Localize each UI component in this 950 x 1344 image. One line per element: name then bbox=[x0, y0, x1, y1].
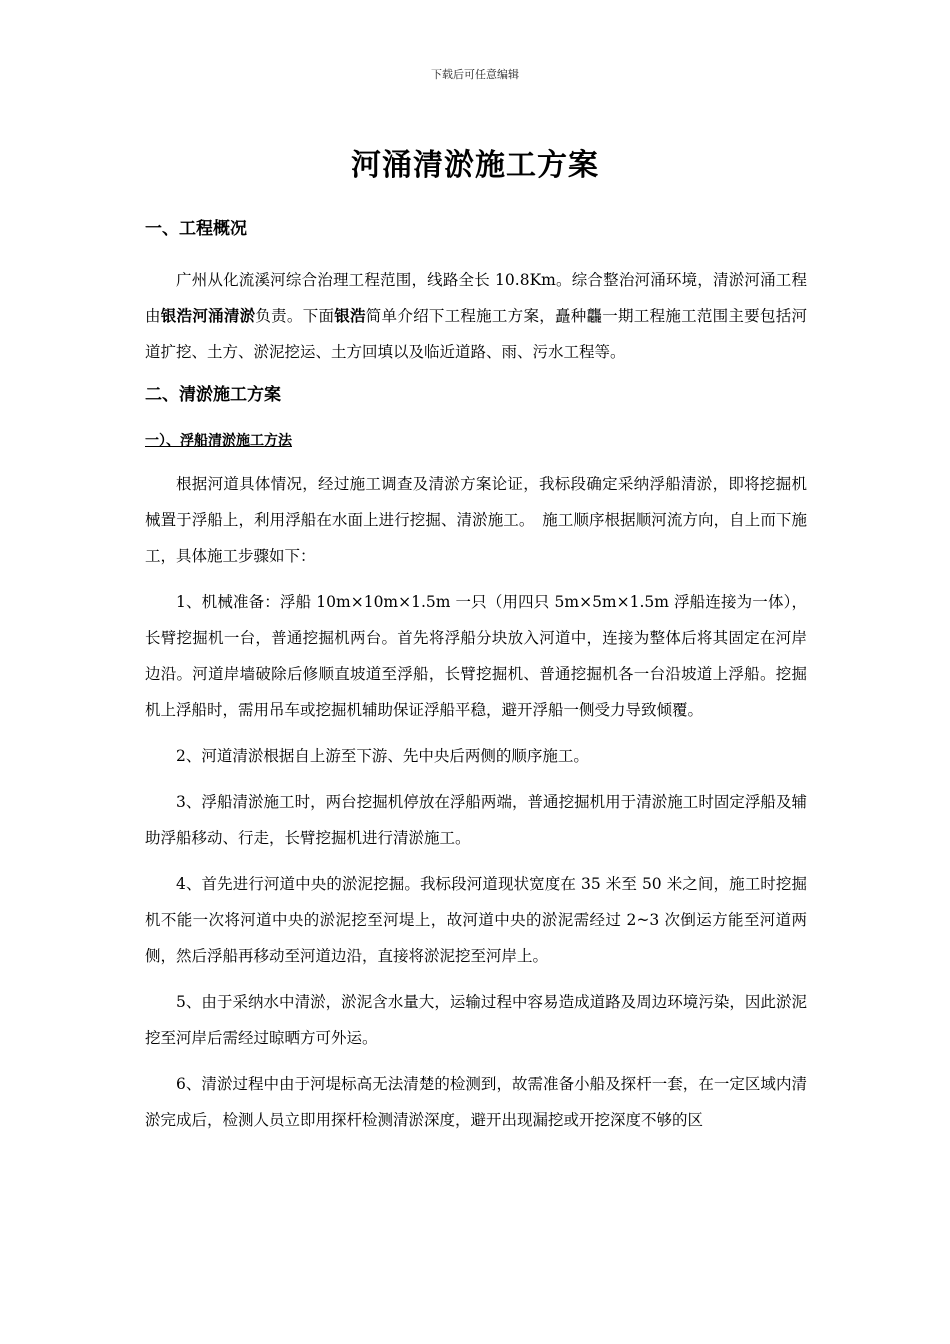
paragraph-intro: 根据河道具体情况，经过施工调查及清淤方案论证，我标段确定采纳浮船清淤，即将挖掘机械置于浮船上，利用浮船在水面上进行挖掘、清淤施工。 施工顺序根据顺河流方向，自上而下施工，具体施工步骤如下： bbox=[145, 475, 807, 565]
section-heading-overview: 一、工程概况 bbox=[145, 219, 247, 239]
text-run: 广州从化流溪河综合治理工程范围，线路全长 10.8Km。综合整治河涌环境，清淤河涌工程由 bbox=[145, 271, 807, 325]
paragraph-step-4: 4、首先进行河道中央的淤泥挖掘。我标段河道现状宽度在 35 米至 50 米之间，施工时挖掘机不能一次将河道中央的淤泥挖至河堤上，故河道中央的淤泥需经过 2~3 次倒运方能至河道两侧，然后浮船再移动至河道边沿，直接将淤泥挖至河岸上。 bbox=[145, 875, 807, 965]
paragraph-step-6: 6、清淤过程中由于河堤标高无法清楚的检测到，故需准备小船及探杆一套，在一定区域内清淤完成后，检测人员立即用探杆检测清淤深度，避开出现漏挖或开挖深度不够的区 bbox=[145, 1075, 807, 1129]
paragraph-step-1: 1、机械准备：浮船 10m×10m×1.5m 一只（用四只 5m×5m×1.5m 浮船连接为一体），长臂挖掘机一台，普通挖掘机两台。首先将浮船分块放入河道中，连接为整体后将其固定在河岸边沿。河道岸墙破除后修顺直坡道至浮船，长臂挖掘机、普通挖掘机各一台沿坡道上浮船。挖掘机上浮船时，需用吊车或挖掘机辅助保证浮船平稳，避开浮船一侧受力导致倾覆。 bbox=[145, 593, 807, 719]
document-body bbox=[145, 214, 807, 1148]
header-note: 下载后可任意编辑 bbox=[431, 68, 519, 81]
bold-run: 银浩 bbox=[334, 307, 366, 325]
paragraph-step-2: 2、河道清淤根据自上游至下游、先中央后两侧的顺序施工。 bbox=[176, 747, 589, 765]
paragraph-step-5: 5、由于采纳水中清淤，淤泥含水量大，运输过程中容易造成道路及周边环境污染，因此淤泥挖至河岸后需经过晾晒方可外运。 bbox=[145, 993, 807, 1047]
text-run: 简单介绍下工程施工方案，矗种龘一期工程施工范围主要包括河道扩挖、土方、淤泥挖运、土方回填以及临近道路、雨、污水工程等。 bbox=[145, 307, 807, 361]
paragraph-overview bbox=[145, 262, 807, 370]
document-title: 河涌清淤施工方案 bbox=[351, 148, 599, 183]
paragraph-step-3: 3、浮船清淤施工时，两台挖掘机停放在浮船两端，普通挖掘机用于清淤施工时固定浮船及辅助浮船移动、行走，长臂挖掘机进行清淤施工。 bbox=[145, 793, 807, 847]
bold-run: 银浩河涌清淤 bbox=[160, 307, 256, 325]
section-heading-plan: 二、清淤施工方案 bbox=[145, 385, 281, 405]
subsection-heading-float-boat: 一）、浮船清淤施工方法 bbox=[145, 433, 292, 449]
text-run: 负责。下面 bbox=[255, 307, 335, 325]
